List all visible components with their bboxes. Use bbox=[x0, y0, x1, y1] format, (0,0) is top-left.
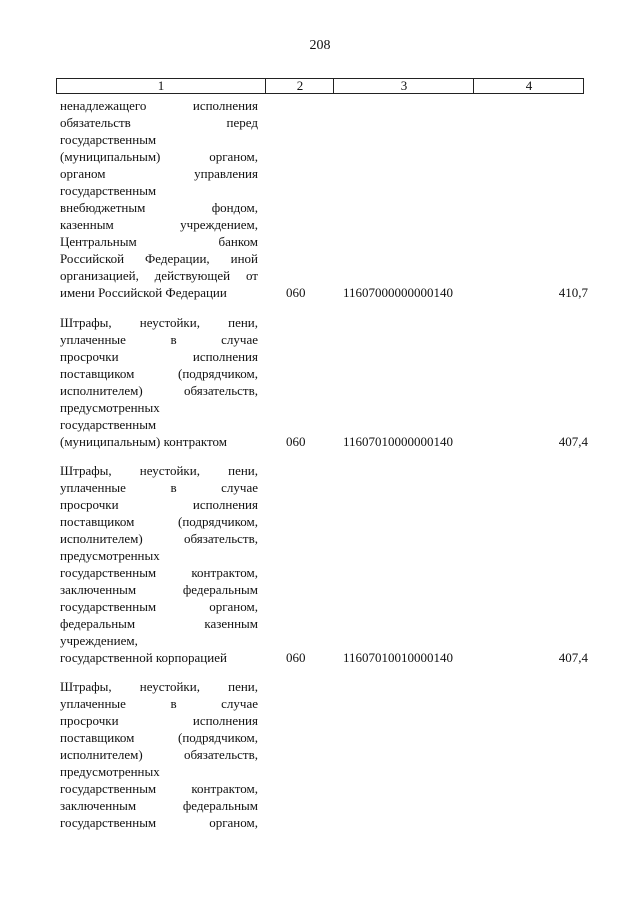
description-line: ненадлежащего исполнения bbox=[60, 98, 258, 113]
description-line: федеральным казенным bbox=[60, 616, 258, 631]
description-line: органом управления bbox=[60, 166, 258, 181]
description-line: государственной корпорацией bbox=[60, 650, 227, 665]
description-line: поставщиком (подрядчиком, bbox=[60, 730, 258, 745]
description-line: заключенным федеральным bbox=[60, 582, 258, 597]
row-description bbox=[60, 97, 258, 301]
row-description bbox=[60, 314, 258, 450]
header-col-1: 1 bbox=[157, 78, 165, 93]
description-line: уплаченные в случае bbox=[60, 480, 258, 495]
row-kbk: 11607010000000140 bbox=[343, 434, 454, 449]
description-line: уплаченные в случае bbox=[60, 332, 258, 347]
description-line: предусмотренных bbox=[60, 548, 160, 563]
description-line: организацией, действующей от bbox=[60, 268, 258, 283]
page-number: 208 bbox=[309, 38, 331, 53]
description-line: заключенным федеральным bbox=[60, 798, 258, 813]
description-line: предусмотренных bbox=[60, 400, 160, 415]
description-line: Штрафы, неустойки, пени, bbox=[60, 679, 258, 694]
description-line: государственным bbox=[60, 183, 157, 198]
header-col-3: 3 bbox=[333, 79, 474, 93]
row-description bbox=[60, 678, 258, 831]
description-line: государственным органом, bbox=[60, 599, 258, 614]
description-line: (муниципальным) контрактом bbox=[60, 434, 227, 449]
description-line: поставщиком (подрядчиком, bbox=[60, 366, 258, 381]
description-line: просрочки исполнения bbox=[60, 713, 258, 728]
description-line: Российской Федерации, иной bbox=[60, 251, 258, 266]
description-line: уплаченные в случае bbox=[60, 696, 258, 711]
description-line: предусмотренных bbox=[60, 764, 160, 779]
description-line: внебюджетным фондом, bbox=[60, 200, 258, 215]
description-line: Штрафы, неустойки, пени, bbox=[60, 463, 258, 478]
description-line: учреждением, bbox=[60, 633, 138, 648]
header-col-4: 4 bbox=[473, 79, 584, 93]
header-col-2: 2 bbox=[265, 79, 334, 93]
description-line: казенным учреждением, bbox=[60, 217, 258, 232]
table-header bbox=[56, 78, 584, 94]
description-line: просрочки исполнения bbox=[60, 349, 258, 364]
row-amount: 407,4 bbox=[558, 650, 588, 665]
row-kbk: 11607000000000140 bbox=[343, 285, 454, 300]
row-kbk: 11607010010000140 bbox=[343, 650, 454, 665]
description-line: имени Российской Федерации bbox=[60, 285, 227, 300]
description-line: государственным контрактом, bbox=[60, 781, 258, 796]
row-code: 060 bbox=[286, 434, 306, 449]
description-line: государственным органом, bbox=[60, 815, 258, 830]
description-line: исполнителем) обязательств, bbox=[60, 531, 258, 546]
description-line: Центральным банком bbox=[60, 234, 258, 249]
row-code: 060 bbox=[286, 650, 306, 665]
description-line: (муниципальным) органом, bbox=[60, 149, 258, 164]
description-line: исполнителем) обязательств, bbox=[60, 747, 258, 762]
description-line: просрочки исполнения bbox=[60, 497, 258, 512]
row-amount: 407,4 bbox=[558, 434, 588, 449]
description-line: обязательств перед bbox=[60, 115, 258, 130]
row-amount: 410,7 bbox=[558, 285, 588, 300]
description-line: государственным контрактом, bbox=[60, 565, 258, 580]
row-code: 060 bbox=[286, 285, 306, 300]
description-line: исполнителем) обязательств, bbox=[60, 383, 258, 398]
description-line: государственным bbox=[60, 417, 157, 432]
description-line: поставщиком (подрядчиком, bbox=[60, 514, 258, 529]
description-line: государственным bbox=[60, 132, 157, 147]
description-line: Штрафы, неустойки, пени, bbox=[60, 315, 258, 330]
row-description bbox=[60, 462, 258, 666]
